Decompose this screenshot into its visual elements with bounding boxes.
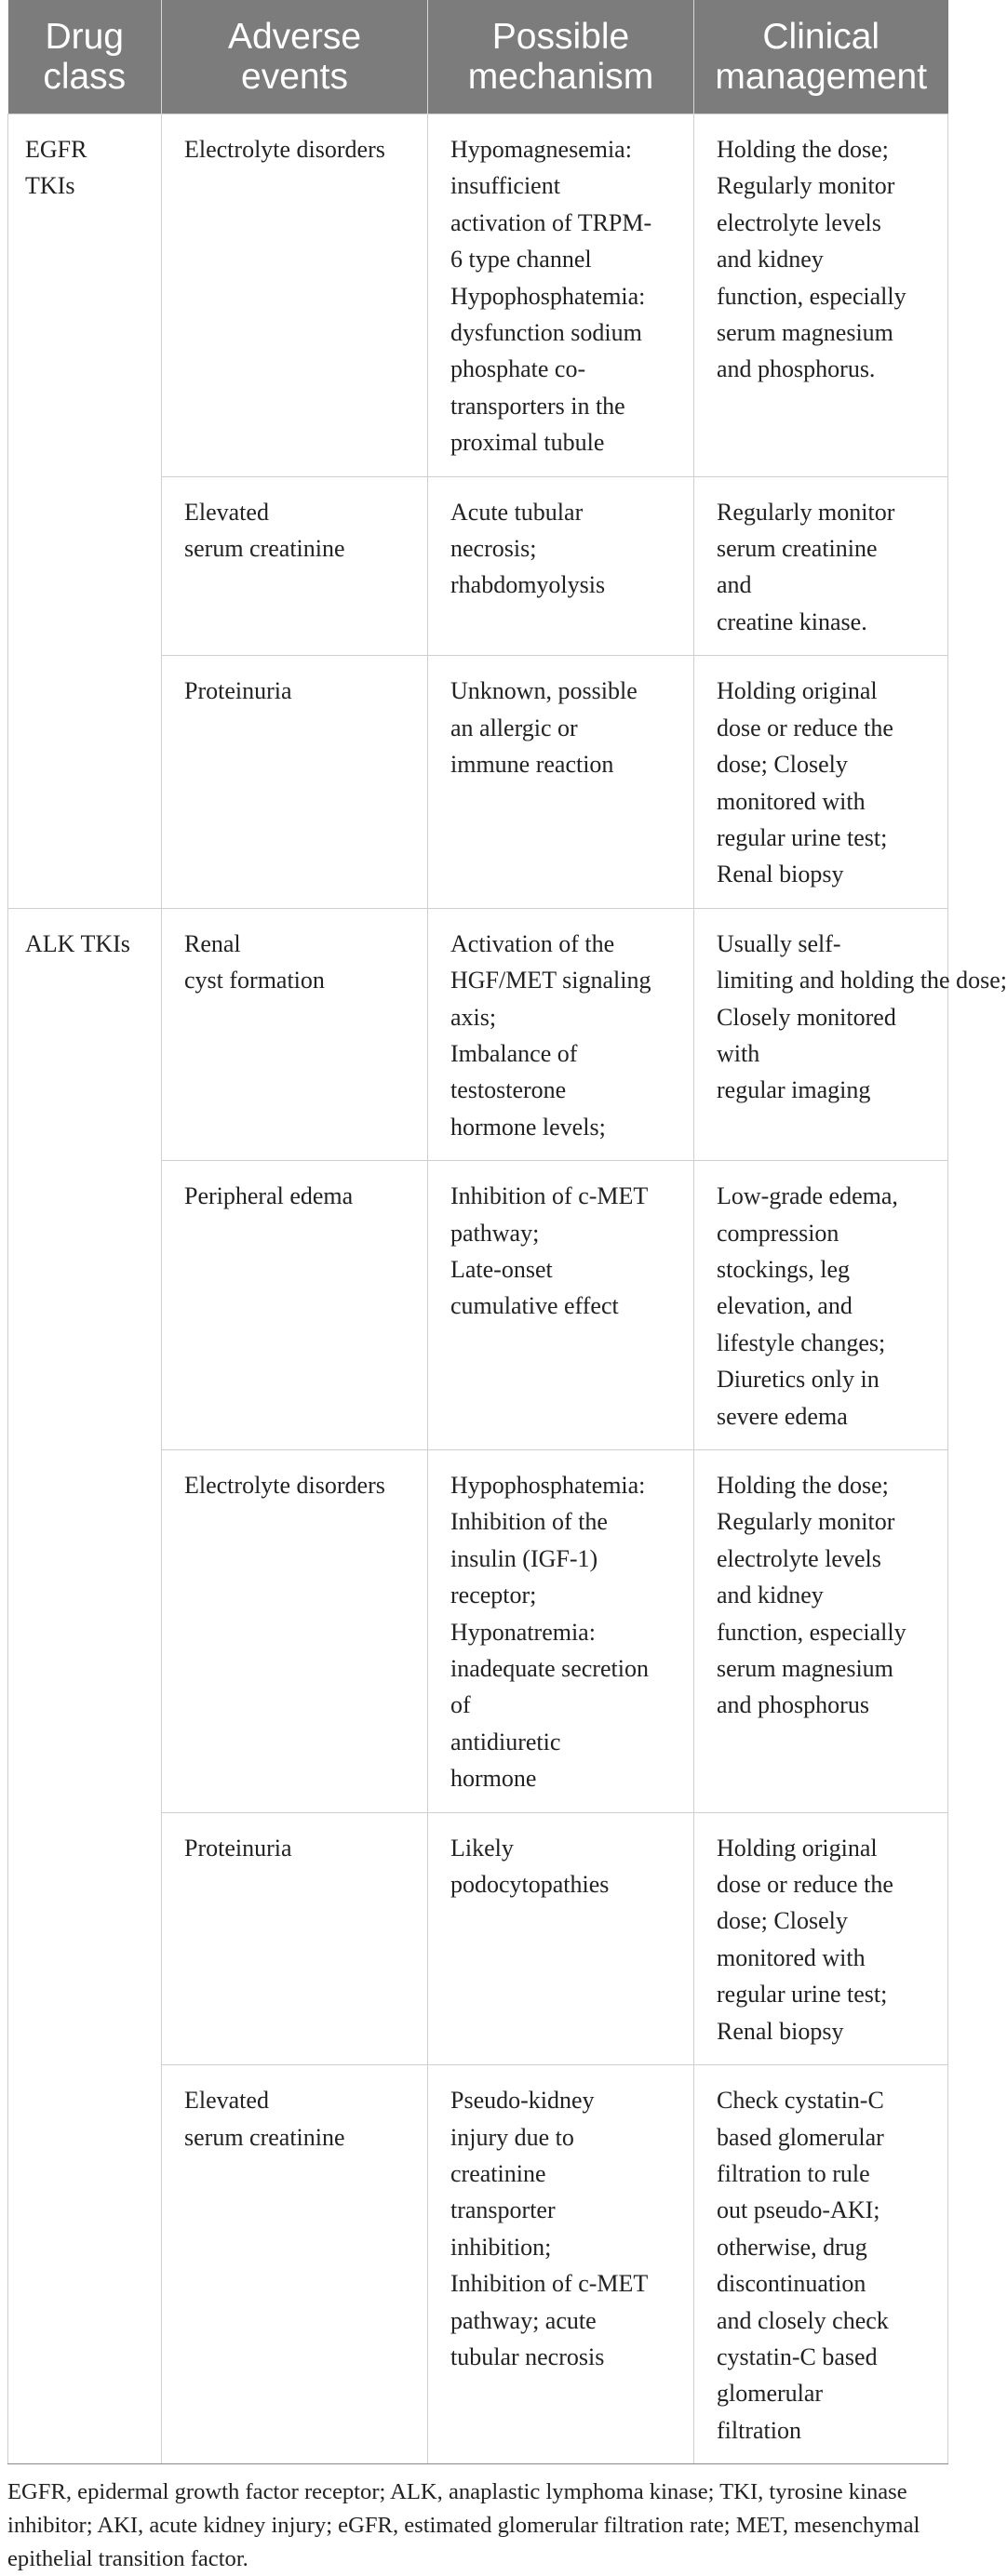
cell-text-line: monitored with bbox=[717, 787, 866, 815]
cell-text-line: monitored with bbox=[717, 1943, 866, 1971]
table-row bbox=[8, 114, 948, 477]
cell-text-line: activation of TRPM- bbox=[450, 208, 652, 236]
cell-text-line: and bbox=[717, 571, 752, 599]
management-cell bbox=[694, 908, 1007, 1160]
cell-text-line: and phosphorus. bbox=[717, 355, 876, 383]
cell-text-line: phosphate co- bbox=[450, 355, 586, 383]
cell-text-line: Inhibition of the bbox=[450, 1508, 608, 1536]
cell-text-line: Hypophosphatemia: bbox=[450, 282, 646, 310]
cell-text-line: Diuretics only in bbox=[717, 1366, 879, 1394]
cell-text-line: Activation of the bbox=[450, 929, 615, 957]
cell-text-line: immune reaction bbox=[450, 751, 614, 779]
cell-text-line: electrolyte levels bbox=[717, 208, 881, 236]
cell-text-line: Inhibition of c-MET bbox=[450, 2270, 649, 2298]
cell-text-line: dose; Closely bbox=[717, 751, 848, 779]
cell-text-line: Unknown, possible bbox=[450, 677, 638, 705]
management-cell bbox=[694, 656, 948, 908]
cell-text-line: pathway; bbox=[450, 1219, 540, 1247]
mechanism-cell bbox=[428, 476, 694, 656]
mechanism-cell bbox=[428, 1161, 694, 1450]
cell-text-line: serum magnesium bbox=[717, 1655, 893, 1683]
cell-text-line: Holding original bbox=[717, 1834, 878, 1862]
cell-text-line: function, especially bbox=[717, 1618, 906, 1646]
header-clinical-management: Clinical management bbox=[694, 0, 948, 114]
cell-text-line: Closely monitored bbox=[717, 1003, 896, 1031]
cell-text-line: dysfunction sodium bbox=[450, 319, 642, 347]
cell-text-line: transporters in the bbox=[450, 392, 625, 420]
cell-text-line: Hypomagnesemia: bbox=[450, 136, 632, 163]
cell-text-line: injury due to bbox=[450, 2123, 574, 2151]
cell-text-line: Holding original bbox=[717, 677, 878, 705]
mechanism-cell bbox=[428, 1450, 694, 1813]
cell-text-line: Holding the dose; bbox=[717, 1472, 889, 1499]
cell-text-line: HGF/MET signaling bbox=[450, 967, 651, 994]
cell-text-line: filtration bbox=[717, 2416, 801, 2444]
cell-text-line: out pseudo-AKI; bbox=[717, 2196, 880, 2224]
cell-text-line: Regularly monitor bbox=[717, 172, 895, 200]
cell-text-line: Usually self- bbox=[717, 929, 841, 957]
header-possible-mechanism: Possible mechanism bbox=[428, 0, 694, 114]
cell-text-line: cumulative effect bbox=[450, 1292, 619, 1320]
cell-text-line: Holding the dose; bbox=[717, 136, 889, 163]
mechanism-cell bbox=[428, 2065, 694, 2464]
cell-text-line: necrosis; bbox=[450, 535, 537, 563]
cell-text-line: tubular necrosis bbox=[450, 2342, 605, 2370]
cell-text-line: transporter bbox=[450, 2196, 556, 2224]
cell-text-line: Imbalance of bbox=[450, 1039, 578, 1067]
adverse-event-cell bbox=[162, 476, 428, 656]
cell-text-line: hormone levels; bbox=[450, 1113, 606, 1141]
cell-text-line: function, especially bbox=[717, 282, 906, 310]
cell-text-line: and phosphorus bbox=[717, 1691, 869, 1719]
cell-text-line: and closely check bbox=[717, 2306, 889, 2334]
cell-text-line: Electrolyte disorders bbox=[184, 1472, 385, 1499]
cell-text-line: serum magnesium bbox=[717, 319, 893, 347]
cell-text-line: Low-grade edema, bbox=[717, 1182, 898, 1210]
cell-text-line: regular imaging bbox=[717, 1076, 871, 1104]
cell-text-line: an allergic or bbox=[450, 714, 578, 741]
cell-text-line: Elevated bbox=[184, 498, 269, 526]
cell-text-line: testosterone bbox=[450, 1076, 567, 1104]
cell-text-line: dose or reduce the bbox=[717, 1871, 893, 1899]
cell-text-line: serum creatinine bbox=[184, 535, 345, 563]
cell-text-line: cyst formation bbox=[184, 967, 325, 994]
cell-text-line: insulin (IGF-1) bbox=[450, 1544, 598, 1572]
cell-text-line: Inhibition of c-MET bbox=[450, 1182, 649, 1210]
cell-text-line: EGFR bbox=[25, 136, 87, 163]
table-row bbox=[8, 908, 948, 1160]
cell-text-line: 6 type channel bbox=[450, 246, 592, 274]
cell-text-line: limiting and holding the dose; bbox=[717, 967, 1007, 994]
adverse-event-cell bbox=[162, 1161, 428, 1450]
cell-text-line: glomerular bbox=[717, 2380, 824, 2408]
cell-text-line: Hypophosphatemia: bbox=[450, 1472, 646, 1499]
cell-text-line: Electrolyte disorders bbox=[184, 136, 385, 163]
cell-text-line: elevation, and bbox=[717, 1292, 853, 1320]
cell-text-line: Renal bbox=[184, 929, 241, 957]
cell-text-line: creatinine bbox=[450, 2159, 546, 2187]
cell-text-line: compression bbox=[717, 1219, 839, 1247]
cell-text-line: and kidney bbox=[717, 246, 824, 274]
cell-text-line: regular urine test; bbox=[717, 1981, 888, 2009]
cell-text-line: inhibition; bbox=[450, 2233, 552, 2261]
header-drug-class: Drug class bbox=[8, 0, 162, 114]
table-header bbox=[8, 0, 948, 114]
management-cell bbox=[694, 476, 948, 656]
cell-text-line: hormone bbox=[450, 1765, 537, 1793]
cell-text-line: creatine kinase. bbox=[717, 607, 867, 635]
cell-text-line: ALK TKIs bbox=[25, 929, 130, 957]
management-cell bbox=[694, 1450, 948, 1813]
adverse-event-cell bbox=[162, 114, 428, 477]
mechanism-cell bbox=[428, 1812, 694, 2064]
cell-text-line: otherwise, drug bbox=[717, 2233, 867, 2261]
management-cell bbox=[694, 114, 948, 477]
adverse-event-cell bbox=[162, 1812, 428, 2064]
cell-text-line: dose or reduce the bbox=[717, 714, 893, 741]
cell-text-line: axis; bbox=[450, 1003, 497, 1031]
cell-text-line: severe edema bbox=[717, 1402, 848, 1430]
management-cell bbox=[694, 1161, 948, 1450]
cell-text-line: TKIs bbox=[25, 172, 75, 200]
cell-text-line: filtration to rule bbox=[717, 2159, 870, 2187]
cell-text-line: Check cystatin-C bbox=[717, 2087, 884, 2115]
header-adverse-events: Adverse events bbox=[162, 0, 428, 114]
cell-text-line: serum creatinine bbox=[184, 2123, 345, 2151]
header-row bbox=[8, 0, 948, 114]
cell-text-line: Renal biopsy bbox=[717, 861, 844, 888]
cell-text-line: electrolyte levels bbox=[717, 1544, 881, 1572]
cell-text-line: Regularly monitor bbox=[717, 1508, 895, 1536]
cell-text-line: Pseudo-kidney bbox=[450, 2087, 595, 2115]
mechanism-cell bbox=[428, 908, 694, 1160]
management-cell bbox=[694, 1812, 948, 2064]
cell-text-line: and kidney bbox=[717, 1582, 824, 1609]
cell-text-line: pathway; acute bbox=[450, 2306, 597, 2334]
cell-text-line: insufficient bbox=[450, 172, 560, 200]
cell-text-line: based glomerular bbox=[717, 2123, 884, 2151]
cell-text-line: rhabdomyolysis bbox=[450, 571, 606, 599]
cell-text-line: Acute tubular bbox=[450, 498, 584, 526]
cell-text-line: with bbox=[717, 1039, 760, 1067]
cell-text-line: Elevated bbox=[184, 2087, 269, 2115]
cell-text-line: proximal tubule bbox=[450, 429, 605, 457]
adverse-event-cell bbox=[162, 2065, 428, 2464]
table-body bbox=[8, 114, 1007, 2464]
table-footnote: EGFR, epidermal growth factor receptor; ALK, anaplastic lymphoma kinase; TKI, tyrosine kinase inhibitor; AKI, acute kidney injury; eGFR, estimated glomerular filtration rate; MET, mesenchymal epithelial transition factor. bbox=[7, 2479, 920, 2572]
cell-text-line: inadequate secretion bbox=[450, 1655, 649, 1683]
cell-text-line: Proteinuria bbox=[184, 677, 292, 705]
drug-class-cell bbox=[8, 908, 162, 2463]
cell-text-line: stockings, leg bbox=[717, 1255, 850, 1283]
cell-text-line: Regularly monitor bbox=[717, 498, 895, 526]
cell-text-line: Peripheral edema bbox=[184, 1182, 354, 1210]
cell-text-line: Likely bbox=[450, 1834, 514, 1862]
cell-text-line: Renal biopsy bbox=[717, 2017, 844, 2045]
cell-text-line: antidiuretic bbox=[450, 1728, 561, 1755]
cell-text-line: serum creatinine bbox=[717, 535, 878, 563]
mechanism-cell bbox=[428, 114, 694, 477]
adverse-event-cell bbox=[162, 908, 428, 1160]
cell-text-line: cystatin-C based bbox=[717, 2342, 878, 2370]
mechanism-cell bbox=[428, 656, 694, 908]
adverse-event-cell bbox=[162, 1450, 428, 1813]
cell-text-line: receptor; bbox=[450, 1582, 537, 1609]
cell-text-line: of bbox=[450, 1691, 471, 1719]
cell-text-line: Late-onset bbox=[450, 1255, 553, 1283]
cell-text-line: discontinuation bbox=[717, 2270, 866, 2298]
cell-text-line: lifestyle changes; bbox=[717, 1328, 886, 1356]
cell-text-line: Hyponatremia: bbox=[450, 1618, 596, 1646]
drug-class-cell bbox=[8, 114, 162, 909]
cell-text-line: Proteinuria bbox=[184, 1834, 292, 1862]
cell-text-line: regular urine test; bbox=[717, 823, 888, 851]
cell-text-line: podocytopathies bbox=[450, 1871, 610, 1899]
cell-text-line: dose; Closely bbox=[717, 1907, 848, 1935]
management-cell bbox=[694, 2065, 948, 2464]
adverse-event-cell bbox=[162, 656, 428, 908]
adverse-events-table bbox=[7, 0, 1007, 2464]
